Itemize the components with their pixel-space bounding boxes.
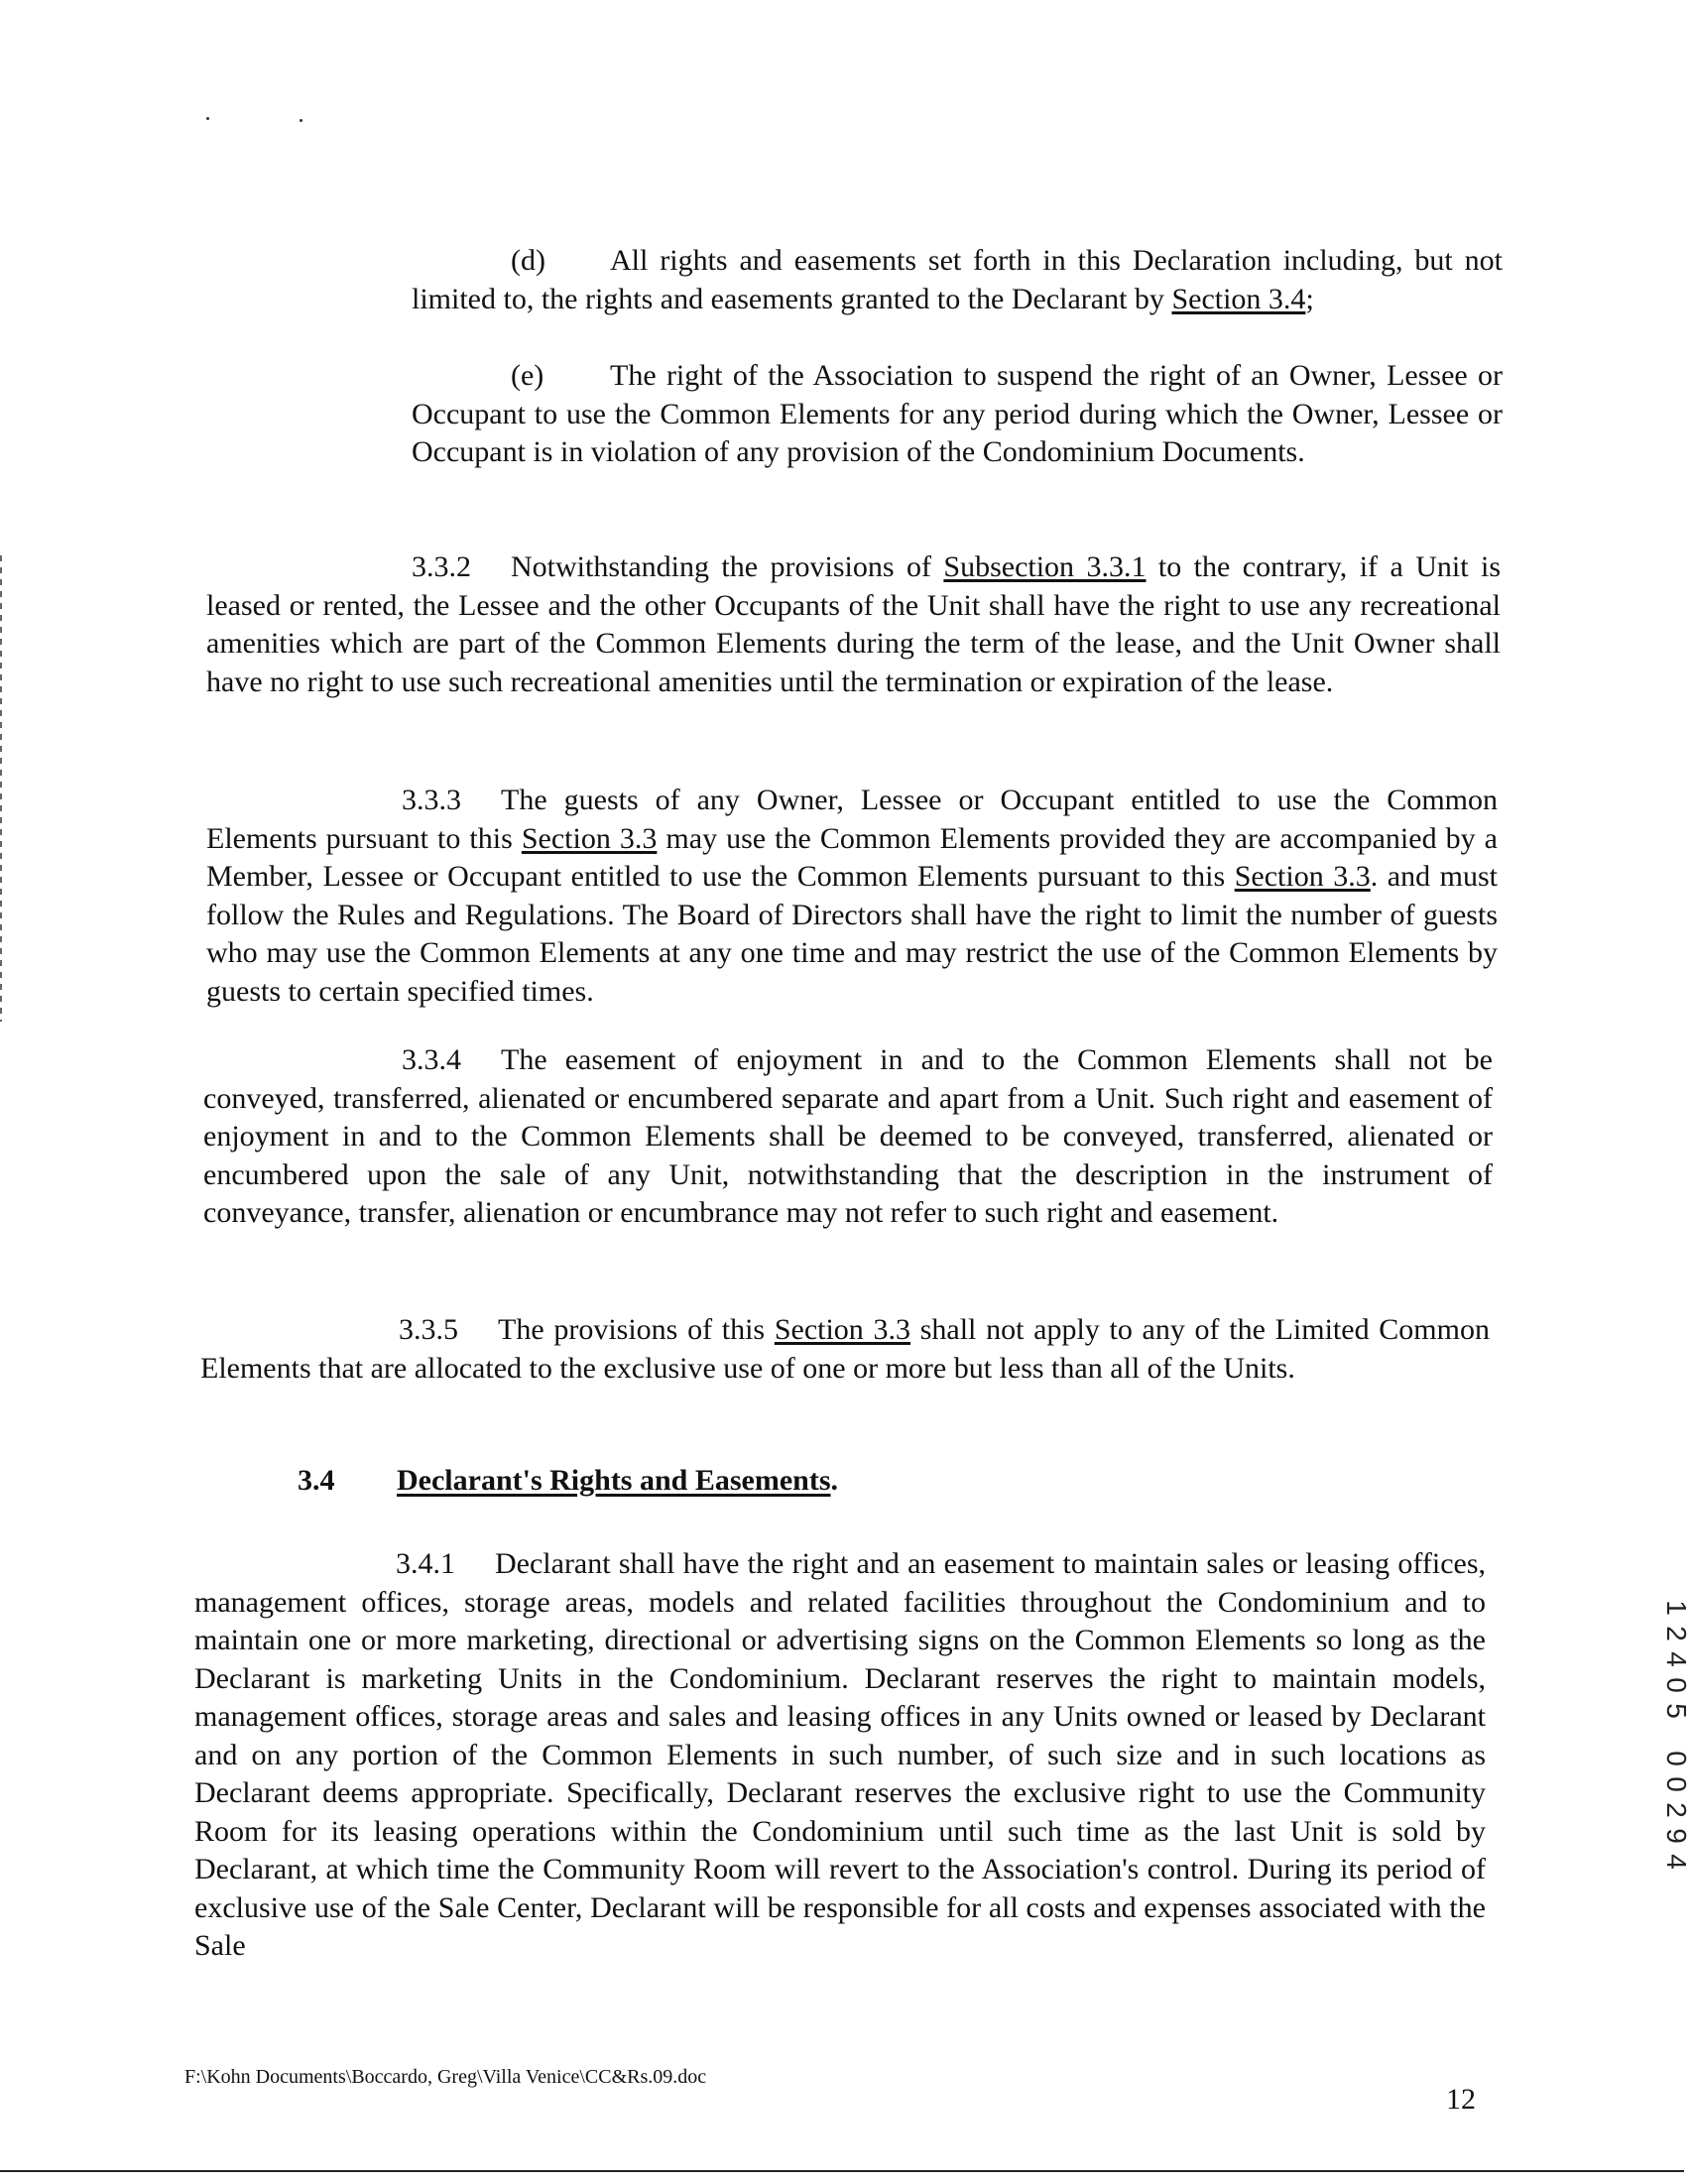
section-reference: Subsection 3.3.1 <box>943 550 1147 583</box>
page-number: 12 <box>1446 2083 1476 2116</box>
subsection-number: 3.3.3 <box>402 784 461 816</box>
paragraph-d: (d) All rights and easements set forth in this Declaration including, but not limited to, the rights and easements granted to the Declarant by Section 3.4; <box>412 244 1503 315</box>
paragraph-e <box>412 357 1503 472</box>
subsection-number: 3.4.1 <box>396 1547 455 1580</box>
subsection-number: 3.3.2 <box>412 550 471 583</box>
scan-bottom-edge <box>0 2170 1684 2172</box>
section-heading: 3.4 Declarant's Rights and Easements. <box>298 1464 839 1497</box>
item-label: (d) <box>511 244 545 277</box>
file-path-footer: F:\Kohn Documents\Boccardo, Greg\Villa Venice\CC&Rs.09.doc <box>184 2066 707 2088</box>
section-reference: Section 3.3 <box>1234 860 1371 893</box>
recording-stamp: 1 2 4 0 5 0 0 2 9 4 <box>1660 1600 1692 1870</box>
subsection-3-3-2: 3.3.2 Notwithstanding the provisions of Subsection 3.3.1 to the contrary, if a Unit is leased or rented, the Lessee and the other Occupants of the Unit shall have the right to use any recreational amenities which are part of the Common Elements during the term of the lease, and the Unit Owner shall have no right to use such recreational amenities until the termination or expiration of the lease. <box>206 550 1501 698</box>
subsection-number: 3.3.5 <box>399 1313 458 1346</box>
scan-speck <box>300 119 302 122</box>
section-reference: Section 3.4 <box>1171 282 1306 315</box>
scan-edge-mark <box>0 555 2 1022</box>
item-label: (e) <box>511 359 544 392</box>
scan-speck <box>206 117 209 120</box>
subsection-3-3-5: 3.3.5 The provisions of this Section 3.3 shall not apply to any of the Limited Common Elements that are allocated to the exclusive use of one or more but less than all of the Units. <box>200 1313 1490 1385</box>
section-title: Declarant's Rights and Easements <box>397 1464 831 1497</box>
subsection-number: 3.3.4 <box>402 1043 461 1076</box>
section-reference: Section 3.3 <box>774 1313 911 1346</box>
subsection-3-4-1: 3.4.1 Declarant shall have the right and an easement to maintain sales or leasing offices, management offices, storage areas, models and related facilities throughout the Condominium and to maintain one or more marketing, directional or advertising signs on the Common Elements so long as the Declarant is marketing Units in the Condominium. Declarant reserves the right to maintain models, management offices, storage areas and sales and leasing offices in any Units owned or leased by Declarant and on any portion of the Common Elements in such number, of such size and in such locations as Declarant deems appropriate. Specifically, Declarant reserves the exclusive right to use the Community Room for its leasing operations within the Condominium until such time as the last Unit is sold by Declarant, at which time the Community Room will revert to the Association's control. During its period of exclusive use of the Sale Center, Declarant will be responsible for all costs and expenses associated with the Sale <box>194 1547 1486 1962</box>
paragraph-text: All rights and easements set forth in this Declaration including, but not limited to, the rights and easements granted to the Declarant by <box>412 244 1503 315</box>
subsection-3-3-3: 3.3.3 The guests of any Owner, Lessee or Occupant entitled to use the Common Elements pursuant to this Section 3.3 may use the Common Elements provided they are accompanied by a Member, Lessee or Occupant entitled to use the Common Elements pursuant to this Section 3.3. and must follow the Rules and Regulations. The Board of Directors shall have the right to limit the number of guests who may use the Common Elements at any one time and may restrict the use of the Common Elements by guests to certain specified times. <box>206 784 1498 1008</box>
subsection-3-3-4: 3.3.4 The easement of enjoyment in and to the Common Elements shall not be conveyed, transferred, alienated or encumbered separate and apart from a Unit. Such right and easement of enjoyment in and to the Common Elements shall be deemed to be conveyed, transferred, alienated or encumbered upon the sale of any Unit, notwithstanding that the description in the instrument of conveyance, transfer, alienation or encumbrance may not refer to such right and easement. <box>203 1043 1493 1229</box>
section-reference: Section 3.3 <box>521 821 658 855</box>
paragraph-text: The right of the Association to suspend the right of an Owner, Lessee or Occupant to use the Common Elements for any period during which the Owner, Lessee or Occupant is in violation of any provision of the Condominium Documents. <box>412 359 1503 468</box>
section-number: 3.4 <box>298 1464 335 1497</box>
